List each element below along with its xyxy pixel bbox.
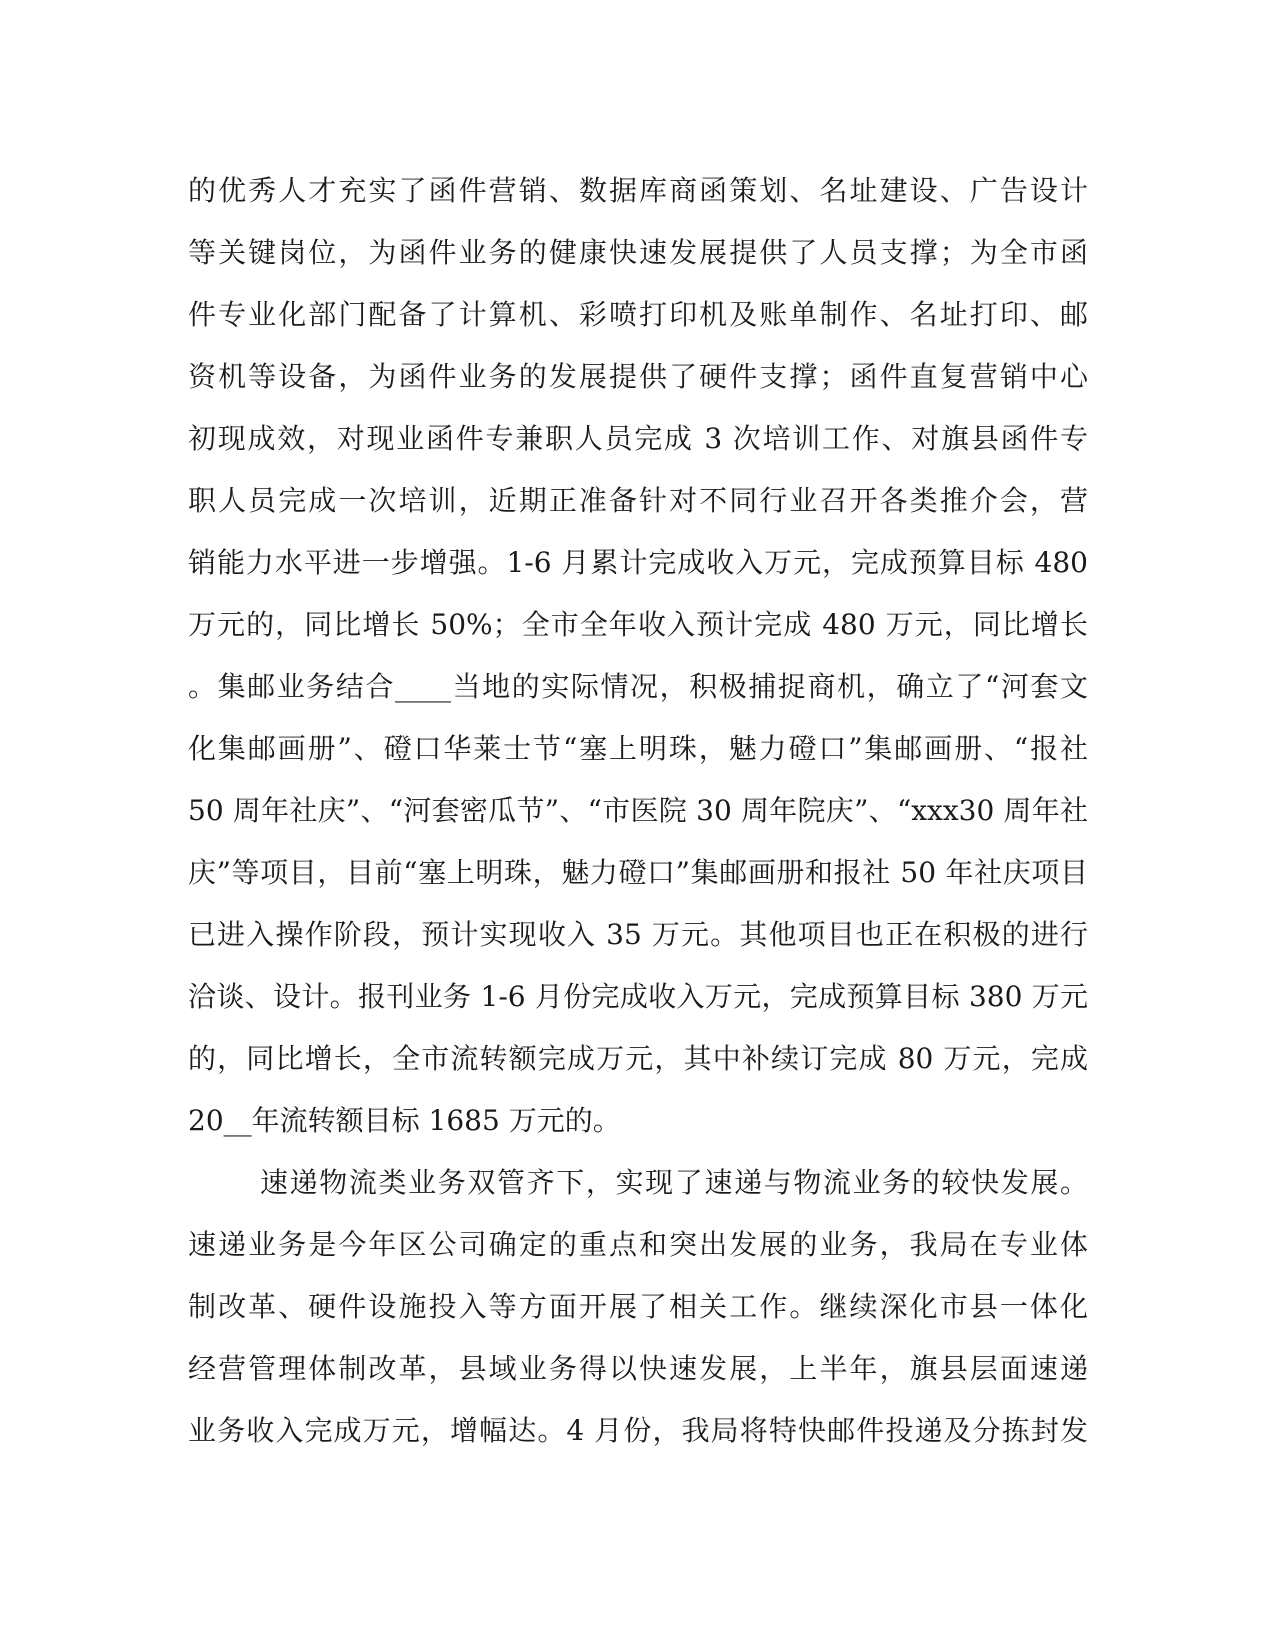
- text-line: 资机等设备，为函件业务的发展提供了硬件支撑；函件直复营销中心: [188, 360, 1088, 393]
- text-line: 化集邮画册”、磴口华莱士节“塞上明珠，魅力磴口”集邮画册、“报社: [188, 732, 1088, 765]
- paragraph-start-line: 速递物流类业务双管齐下，实现了速递与物流业务的较快发展。: [260, 1166, 1088, 1199]
- text-line: 洽谈、设计。报刊业务 1-6 月份完成收入万元，完成预算目标 380 万元: [188, 980, 1088, 1013]
- text-line: 庆”等项目，目前“塞上明珠，魅力磴口”集邮画册和报社 50 年社庆项目: [188, 856, 1088, 889]
- text-line: 职人员完成一次培训，近期正准备针对不同行业召开各类推介会，营: [188, 484, 1088, 517]
- text-line: 已进入操作阶段，预计实现收入 35 万元。其他项目也正在积极的进行: [188, 918, 1088, 951]
- text-line: 的，同比增长，全市流转额完成万元，其中补续订完成 80 万元，完成: [188, 1042, 1088, 1075]
- text-line: 等关键岗位，为函件业务的健康快速发展提供了人员支撑；为全市函: [188, 236, 1088, 269]
- text-line: 销能力水平进一步增强。1-6 月累计完成收入万元，完成预算目标 480: [188, 546, 1088, 579]
- text-line: 制改革、硬件设施投入等方面开展了相关工作。继续深化市县一体化: [188, 1290, 1088, 1323]
- text-line: 速递业务是今年区公司确定的重点和突出发展的业务，我局在专业体: [188, 1228, 1088, 1261]
- text-line: 业务收入完成万元，增幅达。4 月份，我局将特快邮件投递及分拣封发: [188, 1414, 1088, 1447]
- text-line: 件专业化部门配备了计算机、彩喷打印机及账单制作、名址打印、邮: [188, 298, 1088, 331]
- text-line: 经营管理体制改革，县域业务得以快速发展，上半年，旗县层面速递: [188, 1352, 1088, 1385]
- text-line: 50 周年社庆”、“河套密瓜节”、“市医院 30 周年院庆”、“xxx30 周年社: [188, 794, 1088, 827]
- text-line: 。集邮业务结合____当地的实际情况，积极捕捉商机，确立了“河套文: [188, 670, 1088, 703]
- document-body: [188, 160, 1088, 1462]
- text-line: 初现成效，对现业函件专兼职人员完成 3 次培训工作、对旗县函件专: [188, 422, 1088, 455]
- text-line: 的优秀人才充实了函件营销、数据库商函策划、名址建设、广告设计: [188, 174, 1088, 207]
- paragraph-end-line: 20__年流转额目标 1685 万元的。: [188, 1104, 621, 1137]
- text-line: 万元的，同比增长 50%；全市全年收入预计完成 480 万元，同比增长: [188, 608, 1088, 641]
